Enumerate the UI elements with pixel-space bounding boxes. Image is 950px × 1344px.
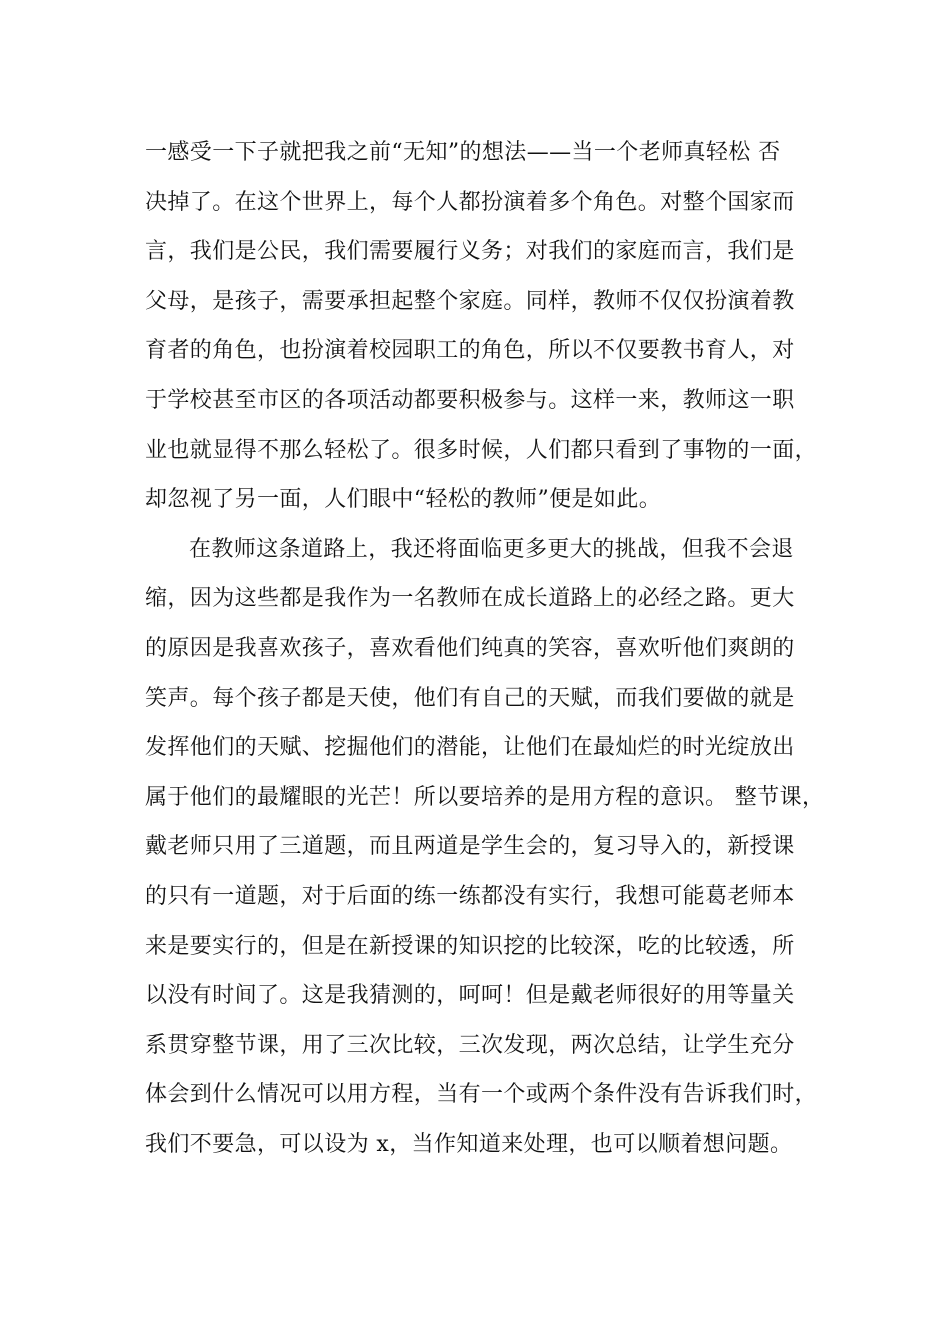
text-line: 的只有一道题，对于后面的练一练都没有实行，我想可能葛老师本 xyxy=(145,883,795,909)
text-line-indented: 在教师这条道路上，我还将面临更多更大的挑战，但我不会退 xyxy=(189,536,794,562)
text-line: 戴老师只用了三道题，而且两道是学生会的，复习导入的，新授课 xyxy=(145,834,795,860)
text-line: 言，我们是公民，我们需要履行义务；对我们的家庭而言，我们是 xyxy=(145,239,795,265)
text-line: 的原因是我喜欢孩子，喜欢看他们纯真的笑容，喜欢听他们爽朗的 xyxy=(145,635,795,661)
text-line: 体会到什么情况可以用方程，当有一个或两个条件没有告诉我们时， xyxy=(145,1082,818,1108)
text-line: 父母，是孩子，需要承担起整个家庭。同样，教师不仅仅扮演着教 xyxy=(145,288,795,314)
text-line: 系贯穿整节课，用了三次比较，三次发现，两次总结，让学生充分 xyxy=(145,1032,795,1058)
text-line: 发挥他们的天赋、挖掘他们的潜能，让他们在最灿烂的时光绽放出 xyxy=(145,735,795,761)
text-line: 缩，因为这些都是我作为一名教师在成长道路上的必经之路。更大 xyxy=(145,586,795,612)
text-line: 业也就显得不那么轻松了。很多时候，人们都只看到了事物的一面， xyxy=(145,437,818,463)
text-line: 笑声。每个孩子都是天使，他们有自己的天赋，而我们要做的就是 xyxy=(145,685,795,711)
text-line: 一感受一下子就把我之前“无知”的想法——当一个老师真轻松 否 xyxy=(145,140,781,165)
document-body xyxy=(145,128,825,1169)
paragraph-1 xyxy=(145,128,825,525)
text-line: 来是要实行的，但是在新授课的知识挖的比较深，吃的比较透，所 xyxy=(145,933,795,959)
text-line: 育者的角色，也扮演着校园职工的角色，所以不仅要教书育人，对 xyxy=(145,338,795,364)
text-line: 属于他们的最耀眼的光芒！所以要培养的是用方程的意识。 整节课， xyxy=(145,784,825,810)
text-line: 于学校甚至市区的各项活动都要积极参与。这样一来，教师这一职 xyxy=(145,387,795,413)
text-line: 我们不要急，可以设为 x，当作知道来处理，也可以顺着想问题。 xyxy=(145,1131,793,1157)
paragraph-2 xyxy=(145,525,825,1170)
text-line: 却忽视了另一面，人们眼中“轻松的教师”便是如此。 xyxy=(145,487,662,513)
text-line: 决掉了。在这个世界上，每个人都扮演着多个角色。对整个国家而 xyxy=(145,189,795,215)
text-line: 以没有时间了。这是我猜测的，呵呵！但是戴老师很好的用等量关 xyxy=(145,983,795,1009)
